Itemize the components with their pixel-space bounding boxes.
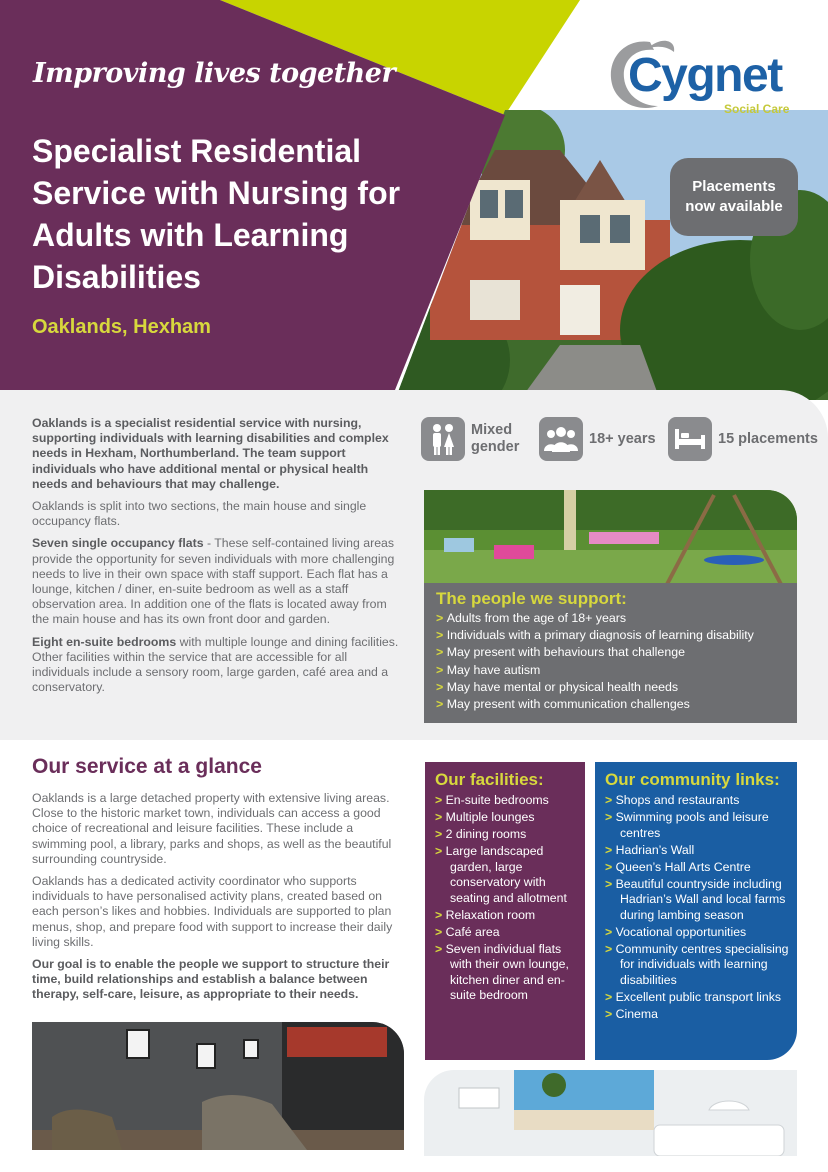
bedrooms-heading: Eight en-suite bedrooms [32, 634, 177, 649]
facilities-list [435, 793, 585, 1005]
glance-text [32, 791, 404, 1010]
community-title: Our community links: [605, 770, 780, 789]
list-item: > Multiple lounges [435, 810, 585, 825]
list-item: > Individuals with a primary diagnosis of learning disability [436, 627, 754, 644]
glance-paragraph: Oaklands has a dedicated activity coordinator who supports individuals to have personalised activity plans, created based on each person’s likes and hobbies. Individuals are supported to plan menus, shop, and prepare food with support to increase their daily living skills. [32, 874, 393, 949]
stat-age [539, 417, 656, 461]
support-list [436, 610, 754, 713]
list-item: > Seven individual flats with their own lounge, kitchen diner and en-suite bedroom [435, 942, 585, 1004]
intro-paragraph: Oaklands is split into two sections, the main house and single occupancy flats. [32, 499, 367, 529]
stat-gender [421, 417, 519, 461]
list-item: > 2 dining rooms [435, 827, 585, 842]
group-icon [539, 417, 583, 461]
page-title: Specialist Residential Service with Nursing for Adults with Learning Disabilities [32, 133, 401, 295]
list-item: > Hadrian’s Wall [605, 843, 797, 858]
logo-subtitle: Social Care [724, 102, 790, 116]
list-item: > May have autism [436, 662, 754, 679]
sensory-room-photo [424, 1070, 797, 1156]
facilities-title: Our facilities: [435, 770, 544, 789]
list-item: > Vocational opportunities [605, 925, 797, 940]
logo-wordmark: Cygnet [628, 49, 782, 102]
stat-age-text: 18+ years [589, 430, 656, 447]
list-item: > Relaxation room [435, 908, 585, 923]
tagline: Improving lives together [33, 58, 396, 89]
intro-lead: Oaklands is a specialist residential service with nursing, supporting individuals with learning disabilities and complex needs in Hexham, Northumberland. The team support individuals who have additional mental or physical health needs and behaviours that may challenge. [32, 416, 389, 491]
list-item: > Excellent public transport links [605, 990, 797, 1005]
people-icon [421, 417, 465, 461]
list-item: > Beautiful countryside including Hadrian’s Wall and local farms during lambing season [605, 877, 797, 923]
intro-flats [32, 536, 402, 627]
list-item: > Swimming pools and leisure centres [605, 810, 797, 841]
intro-bedrooms [32, 635, 402, 696]
community-links-box [595, 762, 797, 1060]
stat-placements [668, 417, 818, 461]
flats-text: - These self-contained living areas provide the opportunity for seven individuals with more challenging needs to live in their own space with staff support. Each flat has a lounge, kitchen / diner, en-suite bedroom as well as a staff observation area. In addition one of the flats is located away from the main house and has its own front door and garden. [32, 536, 395, 627]
placements-badge [670, 158, 798, 236]
list-item: > May present with communication challenges [436, 696, 754, 713]
list-item: > Queen’s Hall Arts Centre [605, 860, 797, 875]
garden-photo [424, 490, 797, 590]
list-item: > En-suite bedrooms [435, 793, 585, 808]
goal-statement: Our goal is to enable the people we support to structure their time, build relationships and establish a balance between therapy, self-care, leisure, as appropriate to their needs. [32, 957, 390, 1002]
intro-text [32, 416, 402, 702]
stat-gender-line1: Mixed [471, 422, 513, 438]
list-item: > May present with behaviours that challenge [436, 644, 754, 661]
bed-icon [668, 417, 712, 461]
facilities-box [425, 762, 585, 1060]
list-item: > Cinema [605, 1007, 797, 1022]
glance-title: Our service at a glance [32, 755, 262, 778]
list-item: > Community centres specialising for individuals with learning disabilities [605, 942, 797, 988]
placements-line1: Placements [692, 178, 776, 195]
support-title: The people we support: [436, 589, 627, 608]
list-item: > Adults from the age of 18+ years [436, 610, 754, 627]
flats-heading: Seven single occupancy flats [32, 536, 204, 551]
community-list [605, 793, 797, 1024]
stat-gender-line2: gender [471, 439, 520, 455]
lounge-photo [32, 1022, 404, 1150]
glance-paragraph: Oaklands is a large detached property with extensive living areas. Close to the historic market town, individuals can access a good choice of recreational and leisure facilities. These include a swimming pool, a library, parks and shops, as well as the beautiful surrounding countryside. [32, 791, 392, 866]
placements-line2: now available [685, 198, 783, 215]
people-we-support-box [424, 583, 797, 723]
location: Oaklands, Hexham [32, 316, 211, 338]
list-item: > Café area [435, 925, 585, 940]
list-item: > Large landscaped garden, large conservatory with seating and allotment [435, 844, 585, 906]
list-item: > Shops and restaurants [605, 793, 797, 808]
bedrooms-text: with multiple lounge and dining facilities. Other facilities within the service that are accessible for all individuals include a sensory room, large garden, café area and a conservatory. [32, 634, 399, 695]
stat-placements-text: 15 placements [718, 430, 818, 447]
list-item: > May have mental or physical health needs [436, 679, 754, 696]
